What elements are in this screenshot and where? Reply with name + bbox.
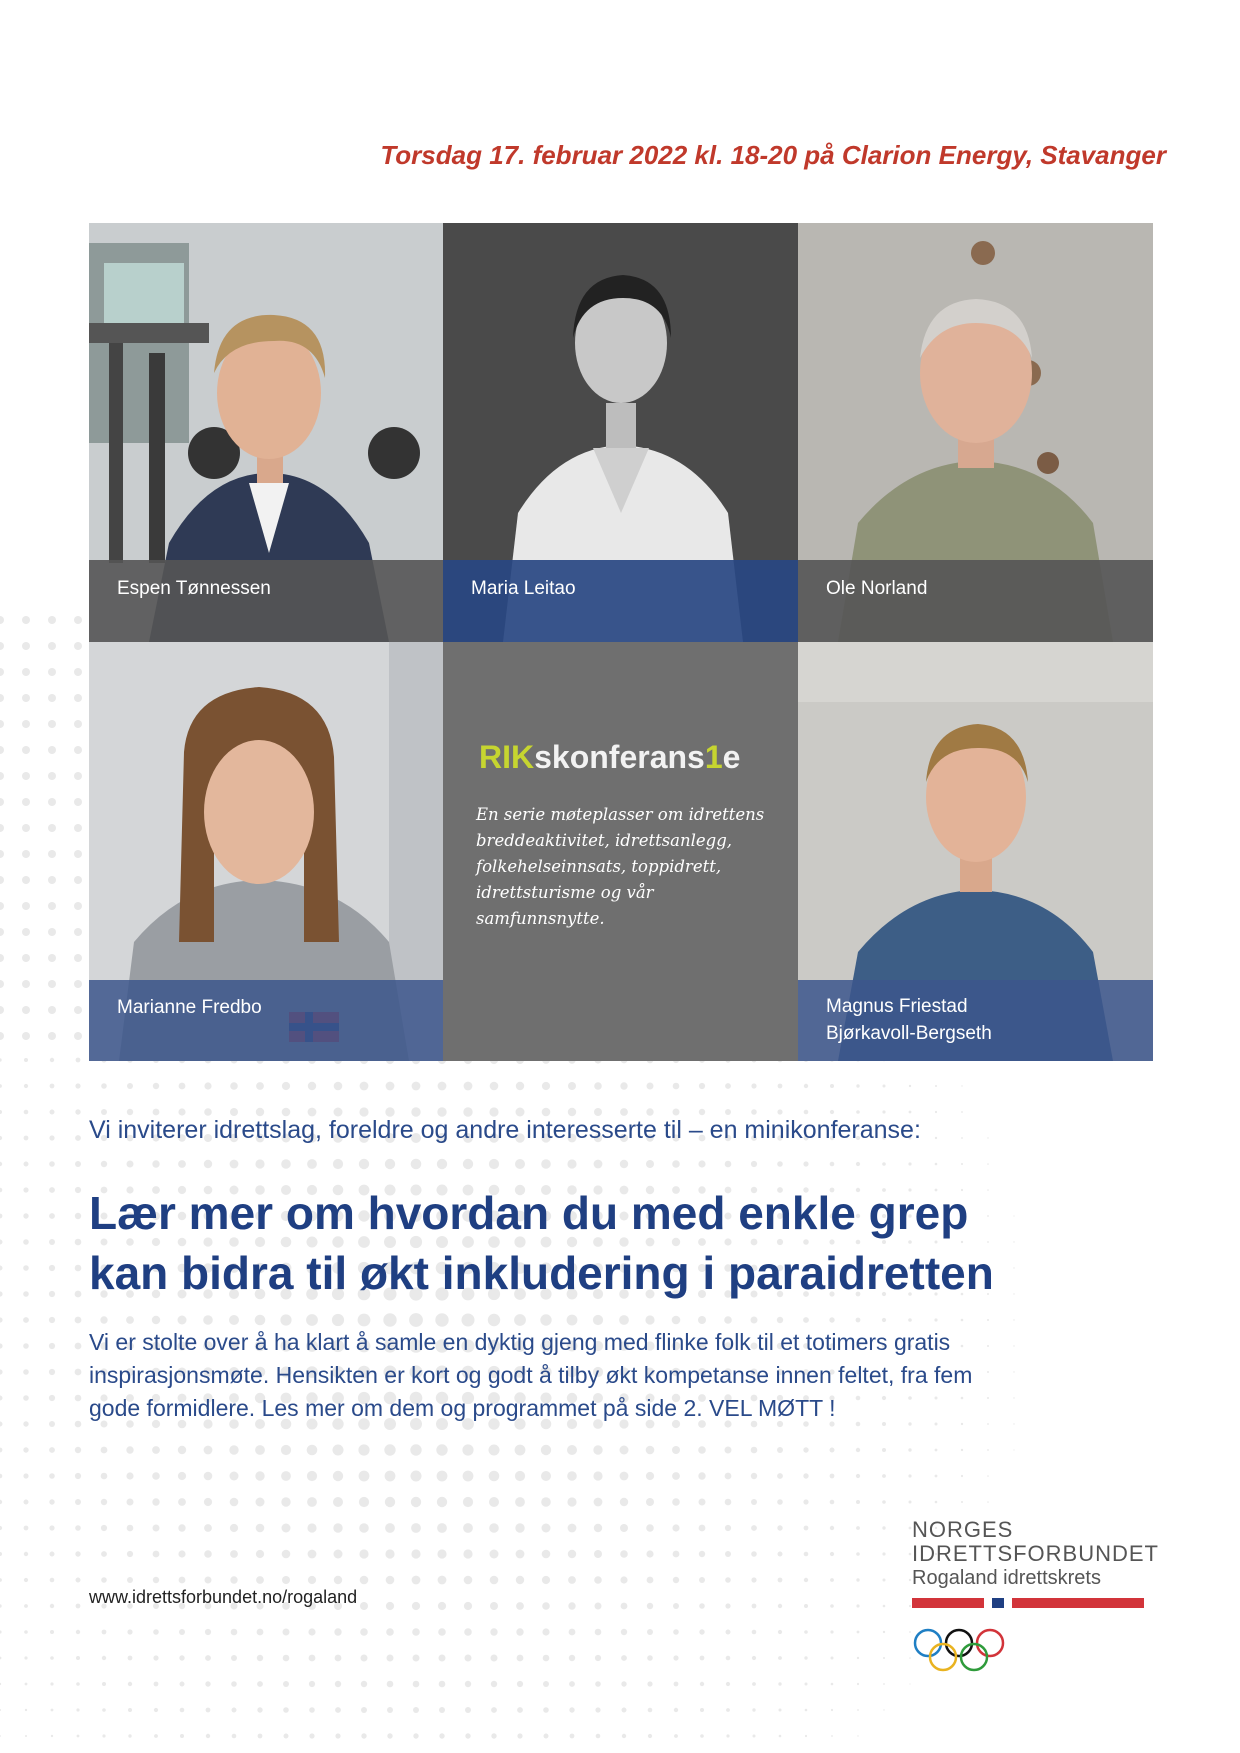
body-line-3: gode formidlere. Les mer om dem og programmet på side 2. VEL MØTT !	[89, 1395, 836, 1421]
invite-headline	[89, 1183, 1169, 1303]
nif-logo	[912, 1517, 1159, 1682]
logo-line-1: NORGES	[912, 1517, 1014, 1542]
logo-line-2: IDRETTSFORBUNDET	[912, 1541, 1159, 1566]
rikskonferanse-logo: RIKskonferans1e	[479, 739, 741, 775]
speaker-card-marianne	[89, 642, 443, 1061]
speaker-name-line1: Magnus Friestad	[826, 996, 968, 1017]
speaker-name: Espen Tønnessen	[89, 560, 443, 642]
speaker-card-magnus	[798, 642, 1153, 1061]
invite-intro: Vi inviterer idrettslag, foreldre og andre interesserte til – en minikonferanse:	[89, 1116, 921, 1144]
event-date-line: Torsdag 17. februar 2022 kl. 18-20 på Clarion Energy, Stavanger	[380, 140, 1166, 170]
conference-tagline: En serie møteplasser om idrettens breddeaktivitet, idrettsanlegg, folkehelseinnsats, toppidrett, idrettsturisme og vår samfunnsnytte.	[476, 805, 765, 928]
speaker-card-maria	[443, 223, 798, 642]
speaker-name: Marianne Fredbo	[89, 980, 443, 1061]
speaker-name: Maria Leitao	[443, 560, 798, 642]
speaker-grid	[89, 223, 1153, 1061]
body-line-2: inspirasjonsmøte. Hensikten er kort og godt å tilby økt kompetanse innen feltet, fra fem	[89, 1362, 973, 1388]
speaker-name-line2: Bjørkavoll-Bergseth	[826, 1023, 992, 1044]
logo-line-3: Rogaland idrettskrets	[912, 1567, 1101, 1589]
flag-stripe	[912, 1598, 1144, 1608]
speaker-card-espen	[89, 223, 443, 642]
headline-line-2: kan bidra til økt inkludering i paraidretten	[89, 1247, 994, 1299]
body-line-1: Vi er stolte over å ha klart å samle en dyktig gjeng med flinke folk til et totimers gratis	[89, 1329, 951, 1355]
website-link[interactable]: www.idrettsforbundet.no/rogaland	[89, 1587, 358, 1607]
speaker-name-multiline	[798, 980, 1153, 1061]
speaker-name: Ole Norland	[798, 560, 1153, 642]
olympic-rings-icon	[912, 1627, 1012, 1677]
headline-line-1: Lær mer om hvordan du med enkle grep	[89, 1187, 969, 1239]
speaker-card-ole	[798, 223, 1153, 642]
conference-info-panel	[443, 642, 798, 1061]
invite-body	[89, 1326, 1089, 1425]
